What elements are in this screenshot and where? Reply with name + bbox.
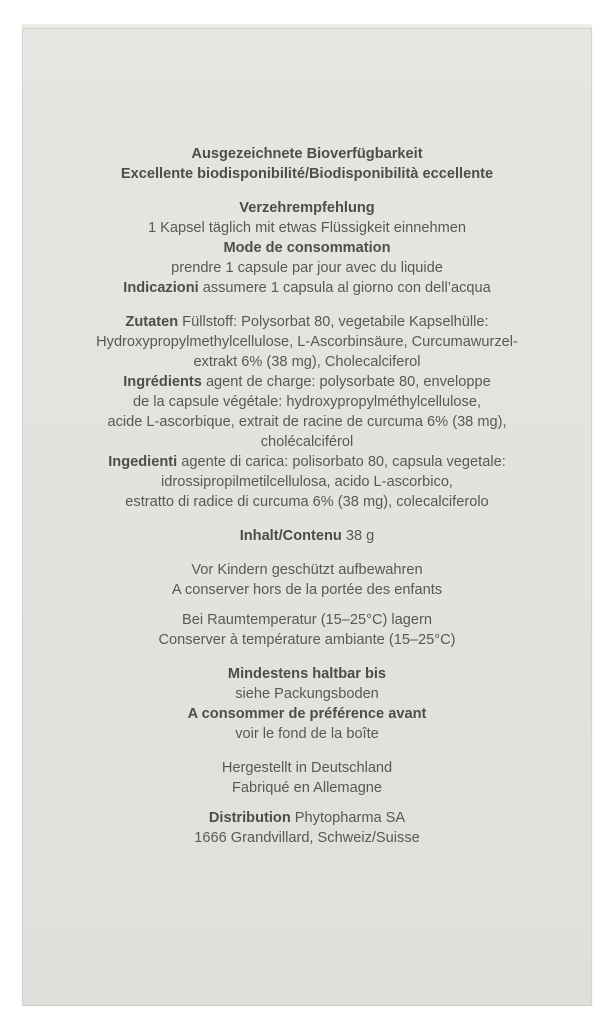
ingredients-it-line3: estratto di radice di curcuma 6% (38 mg), colecalciferolo xyxy=(125,494,489,510)
distribution-company: Phytopharma SA xyxy=(290,810,406,826)
ingredients-fr-line2: de la capsule végétale: hydroxypropylméthylcellulose, xyxy=(132,394,481,410)
ingredients-title-it: Ingedienti xyxy=(108,454,178,470)
heading-de: Ausgezeichnete Bioverfügbarkeit xyxy=(191,146,423,162)
ingredients-de-line1 xyxy=(22,312,592,332)
distribution-title: Distribution xyxy=(208,810,291,826)
distribution-line xyxy=(22,808,592,828)
storage-temp-de: Bei Raumtemperatur (15–25°C) lagern xyxy=(182,612,432,628)
ingredients-it-line1 xyxy=(22,452,592,472)
dosage-it xyxy=(22,278,592,298)
net-content xyxy=(22,526,592,546)
origin-fr: Fabriqué en Allemagne xyxy=(231,780,383,796)
expiry-text-de: siehe Packungsboden xyxy=(235,686,379,702)
label-text-block xyxy=(22,144,592,848)
origin-de: Hergestellt in Deutschland xyxy=(221,760,393,776)
heading-fr-it: Excellente biodisponibilité/Biodisponibilità eccellente xyxy=(120,166,494,182)
storage-temp-fr: Conserver à température ambiante (15–25°C) xyxy=(158,632,456,648)
dosage-text-fr: prendre 1 capsule par jour avec du liquide xyxy=(171,260,443,276)
ingredients-de-text1: Füllstoff: Polysorbat 80, vegetabile Kapselhülle: xyxy=(178,314,489,330)
expiry-title-de: Mindestens haltbar bis xyxy=(227,666,387,682)
dosage-text-it: assumere 1 capsula al giorno con dell’acqua xyxy=(198,280,491,296)
ingredients-fr-line4: cholécalciférol xyxy=(260,434,354,450)
ingredients-it-text1: agente di carica: polisorbato 80, capsula vegetale: xyxy=(177,454,506,470)
dosage-title-de: Verzehrempfehlung xyxy=(239,200,375,216)
ingredients-de-line2: Hydroxypropylmethylcellulose, L-Ascorbinsäure, Curcumawurzel- xyxy=(96,334,518,350)
ingredients-fr-line3: acide L-ascorbique, extrait de racine de curcuma 6% (38 mg), xyxy=(107,414,507,430)
dosage-text-de: 1 Kapsel täglich mit etwas Flüssigkeit einnehmen xyxy=(148,220,466,236)
ingredients-title-de: Zutaten xyxy=(125,314,179,330)
dosage-title-fr: Mode de consommation xyxy=(223,240,391,256)
ingredients-de-line3: extrakt 6% (38 mg), Cholecalciferol xyxy=(193,354,421,370)
net-content-value: 38 g xyxy=(341,528,375,544)
ingredients-it-line2: idrossipropilmetilcellulosa, acido L-ascorbico, xyxy=(160,474,453,490)
distribution-address: 1666 Grandvillard, Schweiz/Suisse xyxy=(194,830,420,846)
ingredients-fr-line1 xyxy=(22,372,592,392)
expiry-text-fr: voir le fond de la boîte xyxy=(235,726,379,742)
dosage-title-it: Indicazioni xyxy=(123,280,199,296)
expiry-title-fr: A consommer de préférence avant xyxy=(187,706,427,722)
net-content-title: Inhalt/Contenu xyxy=(239,528,342,544)
storage-children-fr: A conserver hors de la portée des enfants xyxy=(171,582,443,598)
ingredients-fr-text1: agent de charge: polysorbate 80, enveloppe xyxy=(201,374,491,390)
ingredients-title-fr: Ingrédients xyxy=(123,374,202,390)
storage-children-de: Vor Kindern geschützt aufbewahren xyxy=(191,562,423,578)
